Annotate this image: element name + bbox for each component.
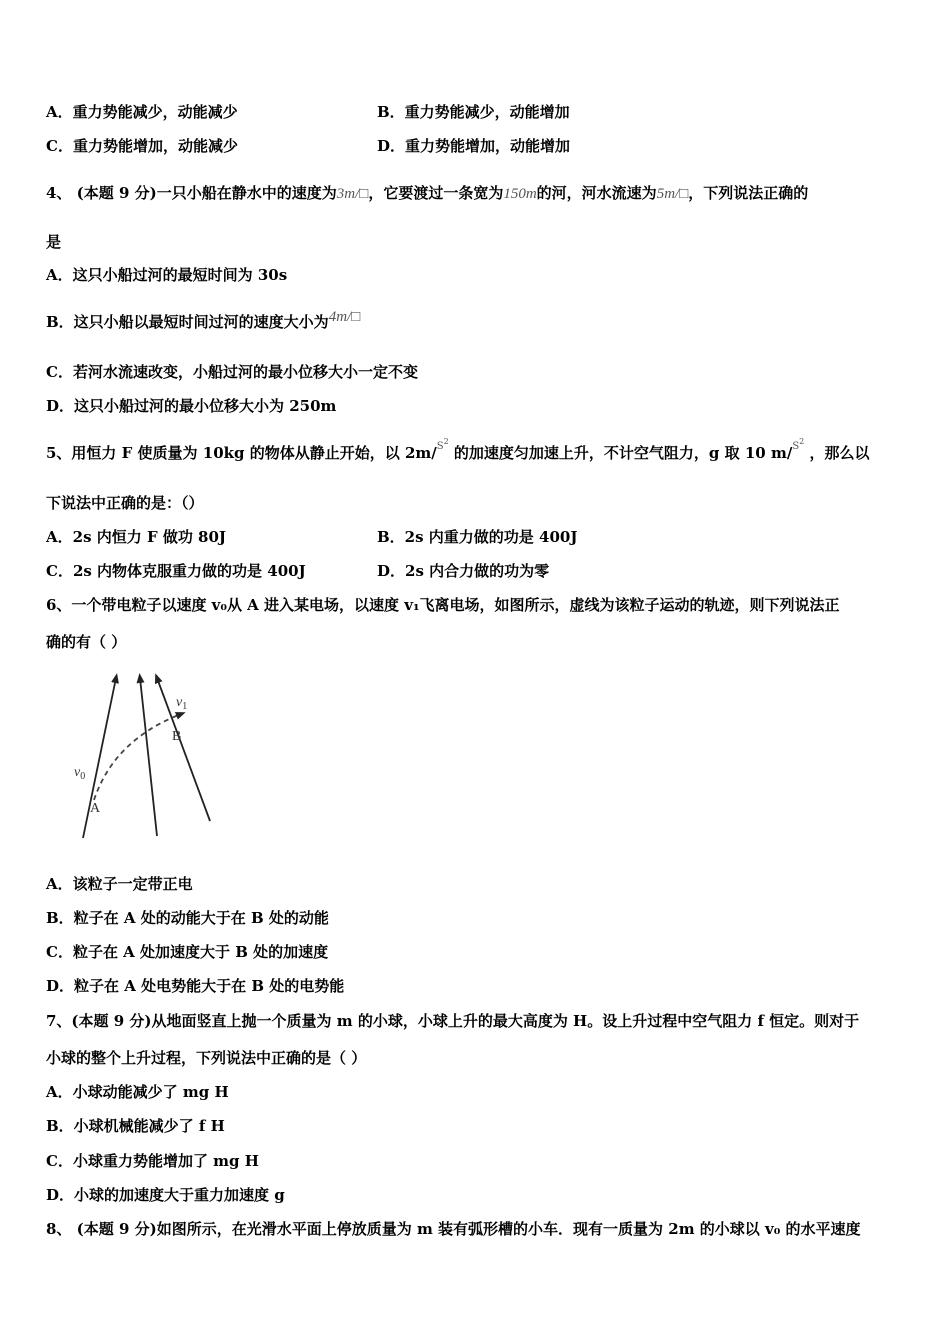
figure-label-a: A	[90, 801, 101, 816]
q5-option-a: A．2s 内恒力 F 做功 80J	[46, 528, 227, 546]
q6-option-c: C．粒子在 A 处加速度大于 B 处的加速度	[46, 943, 329, 961]
q8-stem-line-1: 8、 (本题 9 分)如图所示，在光滑水平面上停放质量为 m 装有弧形槽的小车．现有一质量为 2m 的小球以 v₀ 的水平速度	[46, 1220, 861, 1238]
q4-option-b-text: B．这只小船以最短时间过河的速度大小为	[46, 313, 329, 331]
q6-option-d: D．粒子在 A 处电势能大于在 B 处的电势能	[46, 977, 345, 995]
q4-speed-boat: 3m/□	[336, 186, 369, 202]
q4-stem-text-3: 的河，河水流速为	[536, 184, 657, 202]
q4-option-a: A．这只小船过河的最短时间为 30s	[46, 266, 288, 284]
q6-option-b: B．粒子在 A 处的动能大于在 B 处的动能	[46, 909, 329, 927]
q4-option-b	[46, 311, 360, 334]
q4-option-d: D．这只小船过河的最小位移大小为 250m	[46, 397, 337, 415]
figure-label-b: B	[172, 729, 182, 744]
particle-trajectory	[94, 714, 181, 800]
q5-stem	[46, 437, 870, 467]
q5-unit-exp-2: 2	[799, 437, 805, 446]
q5-option-b: B．2s 内重力做的功是 400J	[377, 528, 578, 546]
q5-stem-text-2: 的加速度匀加速上升，不计空气阻力，g 取 10 m/	[448, 444, 793, 462]
q4-stem	[46, 182, 808, 205]
q5-stem-text-3: ，那么以	[804, 444, 870, 462]
q3-option-b: B．重力势能减少，动能增加	[377, 103, 570, 121]
q4-stem-text-1: 4、 (本题 9 分)一只小船在静水中的速度为	[46, 184, 337, 202]
q4-stem-text-4: ，下列说法正确的	[688, 184, 809, 202]
q4-stem-text-2: ，它要渡过一条宽为	[368, 184, 504, 202]
q4-option-c: C．若河水流速改变，小船过河的最小位移大小一定不变	[46, 363, 418, 381]
q4-option-b-value: 4m/□	[328, 309, 361, 325]
q7-option-d: D．小球的加速度大于重力加速度 g	[46, 1186, 285, 1204]
q5-stem-continued: 下说法中正确的是：（）	[46, 494, 204, 512]
field-line-middle	[140, 678, 157, 836]
q7-stem-line-1: 7、(本题 9 分)从地面竖直上抛一个质量为 m 的小球，小球上升的最大高度为 H。设上升过程中空气阻力 f 恒定。则对于	[46, 1012, 860, 1030]
q3-option-a: A．重力势能减少，动能减少	[46, 103, 238, 121]
q6-stem-line-2: 确的有（ ）	[46, 633, 127, 651]
q7-stem-line-2: 小球的整个上升过程，下列说法中正确的是（ ）	[46, 1049, 367, 1067]
field-line-right	[157, 678, 210, 821]
figure-label-v0: $v_0$	[74, 765, 86, 782]
q7-option-b: B．小球机械能减少了 f H	[46, 1117, 225, 1135]
q7-option-a: A．小球动能减少了 mg H	[46, 1083, 229, 1101]
figure-label-v1: $v_1$	[176, 695, 188, 712]
q3-option-d: D．重力势能增加，动能增加	[377, 137, 571, 155]
q6-option-a: A．该粒子一定带正电	[46, 875, 193, 893]
q4-stem-continued: 是	[46, 233, 62, 251]
figure-label-v1-subscript: 1	[182, 701, 188, 712]
q6-stem-line-1: 6、一个带电粒子以速度 v₀从 A 进入某电场，以速度 v₁飞离电场，如图所示，虚线为该粒子运动的轨迹，则下列说法正	[46, 596, 840, 614]
q5-unit-s-1: S	[436, 441, 444, 452]
q5-stem-text-1: 5、用恒力 F 使质量为 10kg 的物体从静止开始，以 2m/	[46, 444, 437, 462]
electric-field-figure	[66, 668, 226, 848]
figure-label-v0-subscript: 0	[80, 771, 86, 782]
q3-option-c: C．重力势能增加，动能减少	[46, 137, 238, 155]
q4-speed-water: 5m/□	[656, 186, 689, 202]
q5-option-c: C．2s 内物体克服重力做的功是 400J	[46, 562, 306, 580]
q5-option-d: D．2s 内合力做的功为零	[377, 562, 550, 580]
q5-unit-s-2: S	[792, 441, 800, 452]
q7-option-c: C．小球重力势能增加了 mg H	[46, 1152, 259, 1170]
q4-river-width: 150m	[503, 186, 537, 202]
q5-unit-exp-1: 2	[443, 437, 449, 446]
